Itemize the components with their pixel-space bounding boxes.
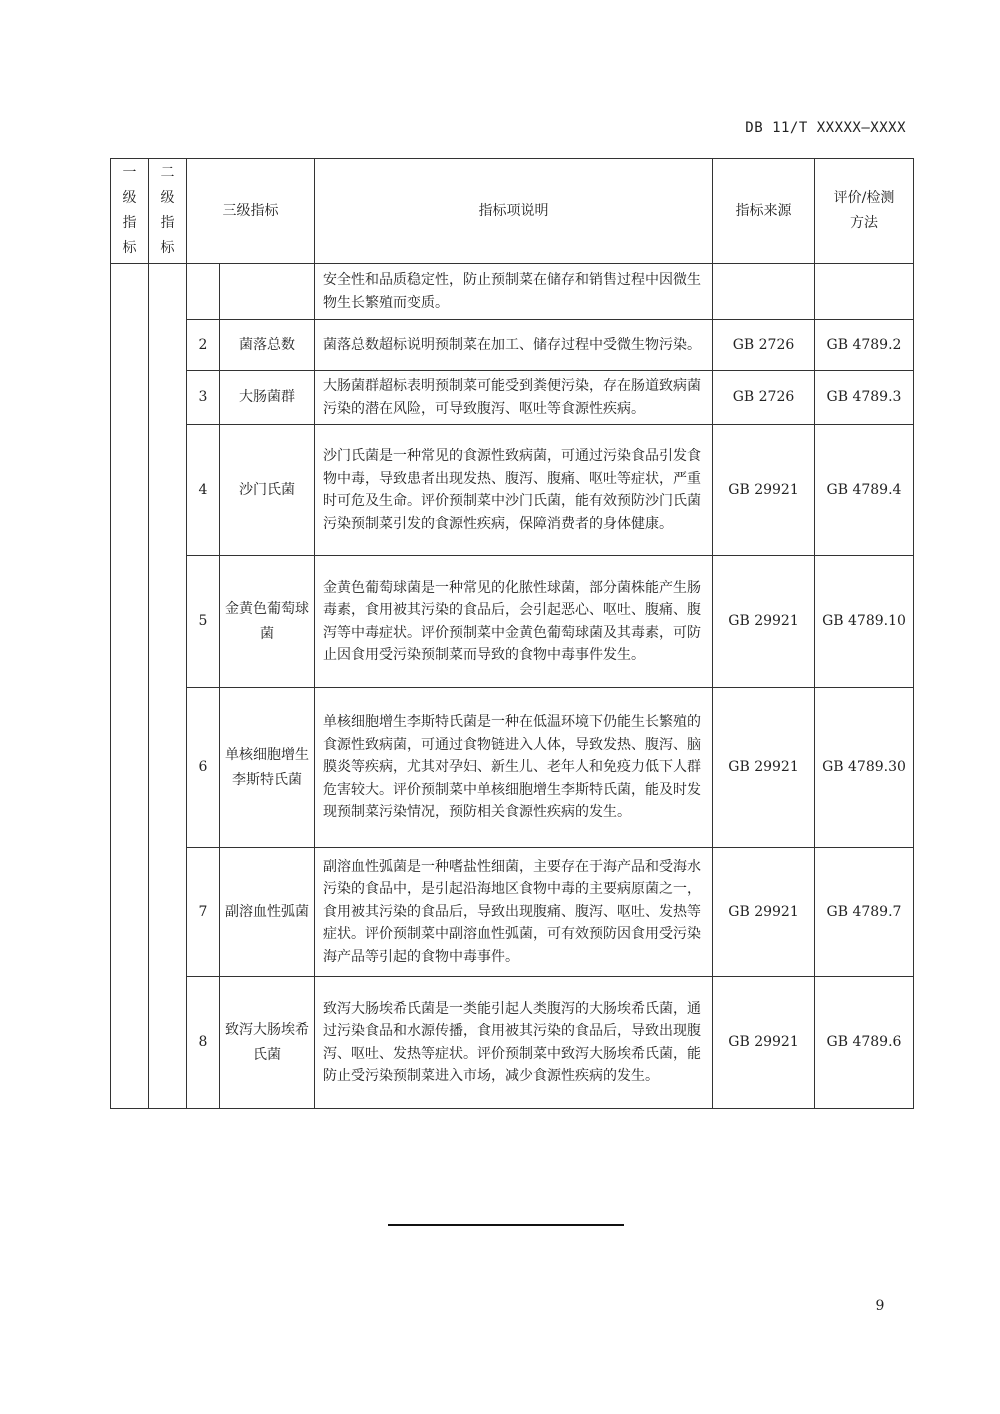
row-description: 安全性和品质稳定性，防止预制菜在储存和销售过程中因微生物生长繁殖而变质。 — [315, 264, 713, 320]
header-level3: 三级指标 — [187, 159, 315, 264]
row-number: 4 — [187, 425, 220, 556]
row-source: GB 29921 — [713, 556, 815, 688]
row-source: GB 29921 — [713, 688, 815, 848]
row-name: 沙门氏菌 — [220, 425, 315, 556]
row-description: 副溶血性弧菌是一种嗜盐性细菌，主要存在于海产品和受海水污染的食品中，是引起沿海地区食物中毒的主要病原菌之一，食用被其污染的食品后，导致出现腹痛、腹泻、呕吐、发热等症状。评价预制菜中副溶血性弧菌，可有效预防因食用受污染海产品等引起的食物中毒事件。 — [315, 848, 713, 977]
row-method: GB 4789.7 — [815, 848, 914, 977]
row-description: 沙门氏菌是一种常见的食源性致病菌，可通过污染食品引发食物中毒，导致患者出现发热、腹泻、腹痛、呕吐等症状，严重时可危及生命。评价预制菜中沙门氏菌，能有效预防沙门氏菌污染预制菜引发的食源性疾病，保障消费者的身体健康。 — [315, 425, 713, 556]
table-row — [111, 320, 914, 371]
header-method: 评价/检测方法 — [815, 159, 914, 264]
row-source: GB 2726 — [713, 320, 815, 371]
header-source: 指标来源 — [713, 159, 815, 264]
row-source: GB 2726 — [713, 371, 815, 425]
row-number: 5 — [187, 556, 220, 688]
row-description: 金黄色葡萄球菌是一种常见的化脓性球菌，部分菌株能产生肠毒素，食用被其污染的食品后，会引起恶心、呕吐、腹痛、腹泻等中毒症状。评价预制菜中金黄色葡萄球菌及其毒素，可防止因食用受污染预制菜而导致的食物中毒事件发生。 — [315, 556, 713, 688]
row-method: GB 4789.30 — [815, 688, 914, 848]
row-method: GB 4789.2 — [815, 320, 914, 371]
footer-rule — [388, 1224, 624, 1226]
level1-cell — [111, 264, 149, 1109]
table-row — [111, 977, 914, 1109]
row-method: GB 4789.4 — [815, 425, 914, 556]
document-code: DB 11/T XXXXX—XXXX — [745, 120, 906, 136]
row-name: 致泻大肠埃希氏菌 — [220, 977, 315, 1109]
row-description: 菌落总数超标说明预制菜在加工、储存过程中受微生物污染。 — [315, 320, 713, 371]
table-row — [111, 556, 914, 688]
table-header-row — [111, 159, 914, 264]
row-source: GB 29921 — [713, 425, 815, 556]
row-name: 单核细胞增生李斯特氏菌 — [220, 688, 315, 848]
row-number: 8 — [187, 977, 220, 1109]
page-number: 9 — [875, 1298, 885, 1314]
row-method: GB 4789.6 — [815, 977, 914, 1109]
row-source: GB 29921 — [713, 848, 815, 977]
row-name: 金黄色葡萄球菌 — [220, 556, 315, 688]
table-row — [111, 371, 914, 425]
row-name: 副溶血性弧菌 — [220, 848, 315, 977]
row-source: GB 29921 — [713, 977, 815, 1109]
row-number: 7 — [187, 848, 220, 977]
row-description: 单核细胞增生李斯特氏菌是一种在低温环境下仍能生长繁殖的食源性致病菌，可通过食物链进入人体，导致发热、腹泻、脑膜炎等疾病，尤其对孕妇、新生儿、老年人和免疫力低下人群危害较大。评价预制菜中单核细胞增生李斯特氏菌，能及时发现预制菜污染情况，预防相关食源性疾病的发生。 — [315, 688, 713, 848]
row-name: 菌落总数 — [220, 320, 315, 371]
row-method: GB 4789.3 — [815, 371, 914, 425]
row-name: 大肠菌群 — [220, 371, 315, 425]
row-description: 大肠菌群超标表明预制菜可能受到粪便污染，存在肠道致病菌污染的潜在风险，可导致腹泻、呕吐等食源性疾病。 — [315, 371, 713, 425]
table-row — [111, 848, 914, 977]
row-number: 6 — [187, 688, 220, 848]
table-row — [111, 425, 914, 556]
header-level1: 一级指标 — [111, 159, 149, 264]
table-row — [111, 688, 914, 848]
row-number: 3 — [187, 371, 220, 425]
header-level2: 二级指标 — [149, 159, 187, 264]
header-description: 指标项说明 — [315, 159, 713, 264]
table-row-continuation — [111, 264, 914, 320]
row-method: GB 4789.10 — [815, 556, 914, 688]
row-number: 2 — [187, 320, 220, 371]
indicator-table — [110, 158, 914, 1109]
level2-cell — [149, 264, 187, 1109]
row-description: 致泻大肠埃希氏菌是一类能引起人类腹泻的大肠埃希氏菌，通过污染食品和水源传播，食用被其污染的食品后，导致出现腹泻、呕吐、发热等症状。评价预制菜中致泻大肠埃希氏菌，能防止受污染预制菜进入市场，减少食源性疾病的发生。 — [315, 977, 713, 1109]
